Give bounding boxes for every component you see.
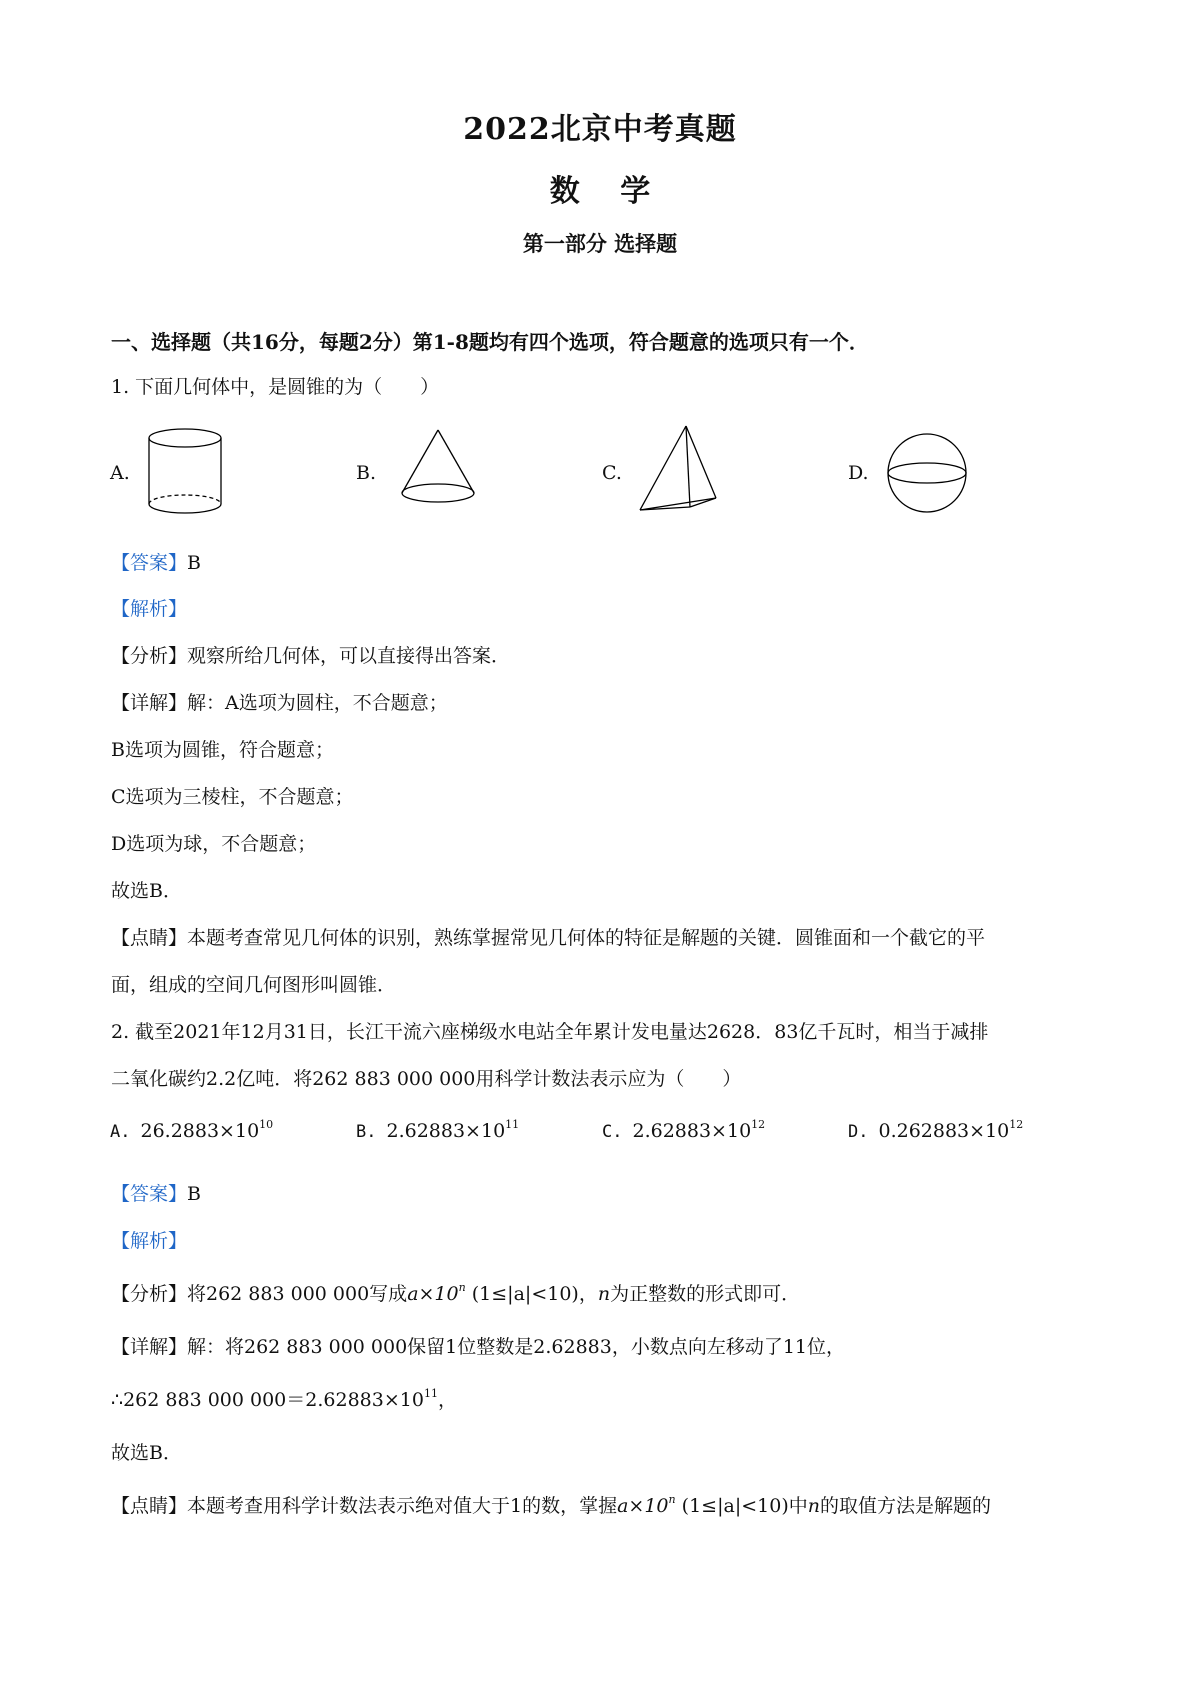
q2-choice-b: B. $2.62883\times 10^{11}$ (356, 1118, 520, 1142)
q1-line-b: B选项为圆锥，符合题意； (111, 739, 334, 761)
q1-dianjing-2: 面，组成的空间几何图形叫圆锥． (111, 974, 397, 996)
q1-option-c-label: C. (602, 462, 622, 484)
q2-stem-1: 2. 截至2021年12月31日，长江干流六座梯级水电站全年累计发电量达2628．83亿千瓦时，相当于减排 (111, 1021, 989, 1043)
q1-option-d-label: D. (848, 462, 869, 484)
q1-line-c: C选项为三棱柱，不合题意； (111, 786, 354, 808)
q1-analysis-tag: 【解析】 (111, 598, 188, 620)
exam-title: 2022北京中考真题 (463, 112, 737, 147)
cylinder-icon (144, 426, 228, 516)
q1-fenxi: 【分析】观察所给几何体，可以直接得出答案． (111, 645, 511, 667)
part-title: 第一部分 选择题 (522, 231, 678, 256)
q2-therefore: ∴262 883 000 $000=2.62883\times 10^{11}$， (111, 1387, 457, 1411)
q1-line-d: D选项为球，不合题意； (111, 833, 317, 855)
q1-answer-line (111, 548, 201, 575)
q2-dianjing: 【点睛】本题考查用科学计数法表示绝对值大于1的数，掌握$a\times 10^n$ (1≤|a|<10)中n的取值方法是解题的 (111, 1493, 992, 1517)
q2-choice-a: A. $26.2883\times 10^{10}$ (110, 1118, 274, 1142)
q1-guxuan: 故选B． (111, 880, 182, 902)
section-heading: 一、选择题（共16分，每题2分）第1-8题均有四个选项，符合题意的选项只有一个． (111, 330, 869, 354)
subject-title: 数 学 (549, 174, 651, 209)
q2-xiangjie: 【详解】解：将262 883 000 000保留1位整数是2.62883，小数点向左移动了11位， (111, 1336, 846, 1358)
q2-choice-d: D. $0.262883\times 10^{12}$ (848, 1118, 1024, 1142)
q2-stem-2: 二氧化碳约2.2亿吨．将262 883 000 000用科学计数法表示应为（ ） (111, 1068, 742, 1090)
pyramid-icon (636, 422, 722, 514)
q1-dianjing-1: 【点睛】本题考查常见几何体的识别，熟练掌握常见几何体的特征是解题的关键．圆锥面和一个截它的平 (111, 927, 986, 949)
q2-choice-c: C. $2.62883\times 10^{12}$ (602, 1118, 766, 1142)
q1-xiangjie: 【详解】解：A选项为圆柱，不合题意； (111, 692, 448, 714)
q2-answer-line (111, 1179, 201, 1206)
answer-tag: 【答案】 (111, 1183, 188, 1205)
q1-answer: B (187, 552, 201, 574)
q2-fenxi: 【分析】将262 883 000 000写成$a\times 10^n$ (1≤|a|<10)，n为正整数的形式即可． (111, 1281, 801, 1305)
q1-option-b-label: B. (356, 462, 377, 484)
q2-analysis-tag: 【解析】 (111, 1230, 188, 1252)
sphere-icon (884, 430, 976, 522)
q2-guxuan: 故选B． (111, 1442, 182, 1464)
q2-answer: B (187, 1183, 201, 1205)
cone-icon (398, 426, 478, 508)
q1-stem: 1. 下面几何体中，是圆锥的为（ ） (111, 376, 440, 398)
answer-tag: 【答案】 (111, 552, 188, 574)
q1-option-a-label: A. (110, 462, 130, 484)
